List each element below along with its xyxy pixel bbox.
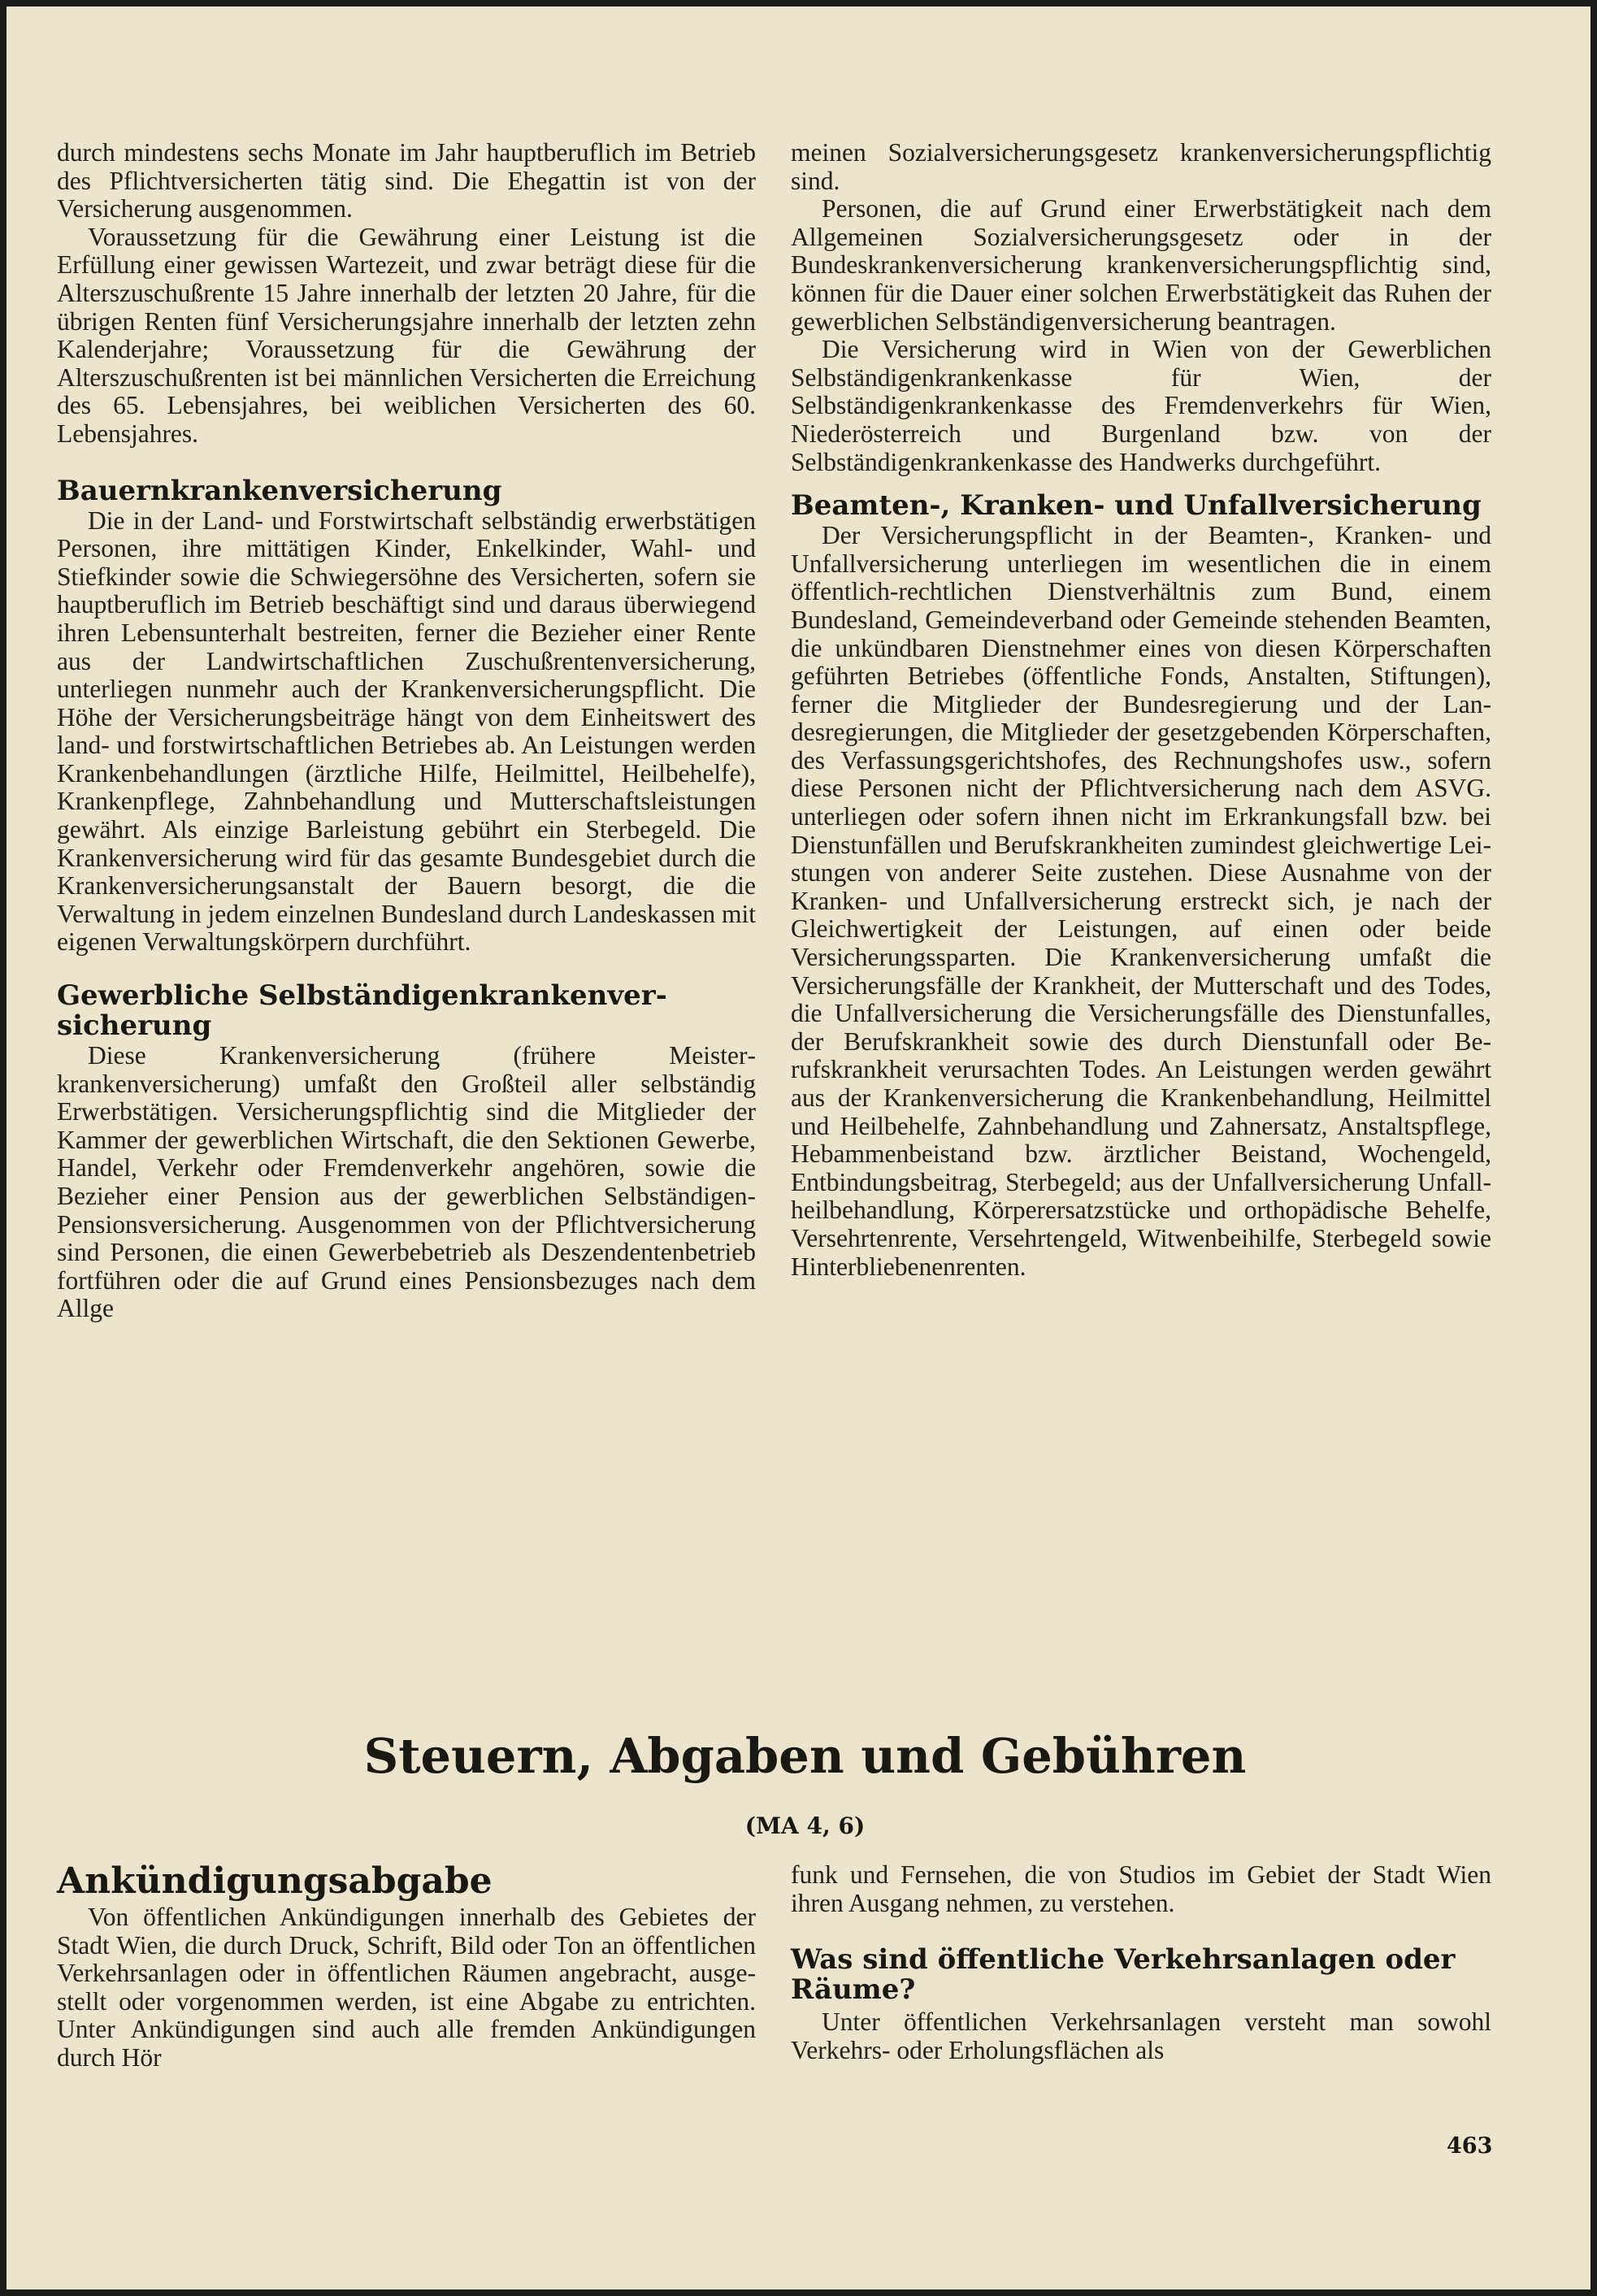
section-title: Steuern, Abgaben und Gebühren [363, 1728, 1247, 1784]
paragraph-durchfuehrung: Die Versicherung wird in Wien von der Gewerblichen Selbständigenkrankenkasse für Wien, der Selbständigenkrankenkasse des Fremdenverkehrs für Wien, Niederösterreich und Burgenland bzw. von der Selbständigenkrankenkasse des Handwerks durchgeführt. [791, 335, 1491, 476]
document-page [7, 7, 1590, 2289]
heading-verkehrsanlagen: Was sind öffentliche Verkehrsanlagen oder Räume? [791, 1943, 1456, 2007]
paragraph-ruhen: Personen, die auf Grund einer Erwerbstätigkeit nach dem Allgemeinen Sozialversicherungsgesetz oder in der Bundeskrankenversicherung krankenversicherungspflichtig sind, können für die Dauer einer solchen Erwerbstätigkeit das Ruhen der gewerblichen Selbständigenversicherung beantragen. [791, 194, 1491, 336]
paragraph-ankuendigung: Von öffentlichen Ankündigungen innerhalb des Gebietes der Stadt Wien, die durch Druck, Schrift, Bild oder Ton an öffentlichen Verkehrsanlagen oder in öffentlichen Räumen angebracht, ausgestellt oder vorgenommen werden, ist eine Abgabe zu entrichten. Unter Ankündigungen sind auch alle fremden Ankündigungen durch Hör [57, 1903, 756, 2072]
section-subtitle: (MA 4, 6) [744, 1812, 866, 1839]
heading-gewerbliche-selbstaendige: Gewerbliche Selbständigenkrankenversicherung [57, 979, 667, 1043]
paragraph-rundfunk: funk und Fernsehen, die von Studios im Gebiet der Stadt Wien ihren Ausgang nehmen, zu verstehen. [791, 1860, 1491, 1917]
page-number: 463 [1447, 2133, 1493, 2159]
paragraph-verkehrsanlagen: Unter öffentlichen Verkehrsanlagen versteht man sowohl Verkehrs- oder Erholungsflächen als [791, 2007, 1491, 2064]
right-column-bottom [791, 1861, 1491, 2064]
paragraph-beamten: Der Versicherungspflicht in der Beamten-, Kranken- und Unfallversicherung unterliegen im wesentlichen die in einem öffentlich-rechtlichen Dienstverhältnis zum Bund, einem Bundesland, Gemeindeverband oder Gemeinde stehenden Beamten, die unkündbaren Dienstnehmer eines von diesen Körperschaften geführten Betriebes (öffentliche Fonds, Anstalten, Stiftungen), ferner die Mitglieder der Bundesregierung und der Landesregierungen, die Mitglieder der gesetzgebenden Körperschaften, des Verfassungsgerichtshofes, des Rechnungshofes usw., sofern diese Personen nicht der Pflichtversicherung nach dem ASVG. unterliegen oder sofern ihnen nicht im Erkrankungsfall bzw. bei Dienstunfällen und Berufskrankheiten zumindest gleichwertige Leistungen von anderer Seite zustehen. Diese Ausnahme von der Kranken- und Unfallversicherung erstreckt sich, je nach der Gleichwertigkeit der Leistungen, auf einen oder beide Versicherungssparten. Die Krankenversicherung umfaßt die Versicherungsfälle der Krankheit, der Mutterschaft und des Todes, die Unfallversicherung die Versicherungsfälle des Dienstunfalles, der Berufskrankheit sowie des durch Dienstunfall oder Berufskrankheit verursachten Todes. An Leistungen werden gewährt aus der Krankenversicherung die Krankenbehandlung, Heilmittel und Heilbehelfe, Zahnbehandlung und Zahnersatz, Anstaltspflege, Hebammenbeistand bzw. ärztlicher Beistand, Wochengeld, Entbindungsbeitrag, Sterbegeld; aus der Unfallversicherung Unfallheilbehandlung, Körperersatzstücke und orthopädische Behelfe, Versehrtenrente, Versehrtengeld, Witwenbeihilfe, Sterbegeld sowie Hinterbliebenenrenten. [791, 521, 1491, 1281]
paragraph-wartezeit: Voraussetzung für die Gewährung einer Leistung ist die Erfüllung einer gewissen Wartezeit, und zwar beträgt diese für die Alterszuschußrente 15 Jahre innerhalb der letzten 20 Jahre, für die übrigen Renten fünf Versicherungsjahre innerhalb der letzten zehn Kalenderjahre; Voraussetzung für die Gewährung der Alterszuschußrenten ist bei männlichen Versicherten die Erreichung des 65. Lebensjahres, bei weiblichen Versicherten des 60. Lebensjahres. [57, 222, 756, 448]
paragraph-gewerbliche: Diese Krankenversicherung (frühere Meisterkrankenversicherung) umfaßt den Großteil aller selbständig Erwerbstätigen. Versicherungspflichtig sind die Mitglieder der Kammer der gewerblichen Wirtschaft, die den Sektionen Gewerbe, Handel, Verkehr oder Fremdenverkehr angehören, sowie die Bezieher einer Pension aus der gewerblichen Selbständigen-Pensionsversicherung. Ausgenommen von der Pflichtversicherung sind Personen, die einen Gewerbebetrieb als Deszendentenbetrieb fortführen oder die auf Grund eines Pensionsbezuges nach dem Allge [57, 1041, 756, 1323]
paragraph-continued-right: meinen Sozialversicherungsgesetz krankenversicherungspflichtig sind. [791, 138, 1491, 195]
heading-ankuendigungsabgabe: Ankündigungsabgabe [57, 1860, 493, 1902]
left-column-bottom [57, 1861, 756, 2072]
heading-beamtenversicherung: Beamten-, Kranken- und Unfallversicherung [791, 489, 1482, 523]
heading-bauernkrankenversicherung: Bauernkrankenversicherung [57, 474, 502, 507]
left-column-top [57, 139, 756, 1323]
right-column-top [791, 139, 1491, 1281]
paragraph-continued: durch mindestens sechs Monate im Jahr hauptberuflich im Betrieb des Pflichtversicherten tätig sind. Die Ehegattin ist von der Versicherung ausgenommen. [57, 138, 756, 224]
paragraph-bauern: Die in der Land- und Forstwirtschaft selbständig erwerbstätigen Personen, ihre mittätigen Kinder, Enkelkinder, Wahl- und Stiefkinder sowie die Schwiegersöhne des Versicherten, sofern sie hauptberuflich im Betrieb beschäftigt sind und daraus überwiegend ihren Lebensunterhalt bestreiten, ferner die Bezieher einer Rente aus der Landwirtschaftlichen Zuschußrentenversicherung, unterliegen nunmehr auch der Krankenversicherungspflicht. Die Höhe der Versicherungsbeiträge hängt von dem Einheitswert des land- und forstwirtschaftlichen Betriebes ab. An Leistungen werden Krankenbehandlungen (ärztliche Hilfe, Heilmittel, Heilbehelfe), Krankenpflege, Zahnbehandlung und Mutterschaftsleistungen gewährt. Als einzige Barleistung gebührt ein Sterbegeld. Die Krankenversicherung wird für das gesamte Bundesgebiet durch die Krankenversicherungsanstalt der Bauern besorgt, die die Verwaltung in jedem einzelnen Bundesland durch Landeskassen mit eigenen Verwaltungskörpern durchführt. [57, 506, 756, 957]
